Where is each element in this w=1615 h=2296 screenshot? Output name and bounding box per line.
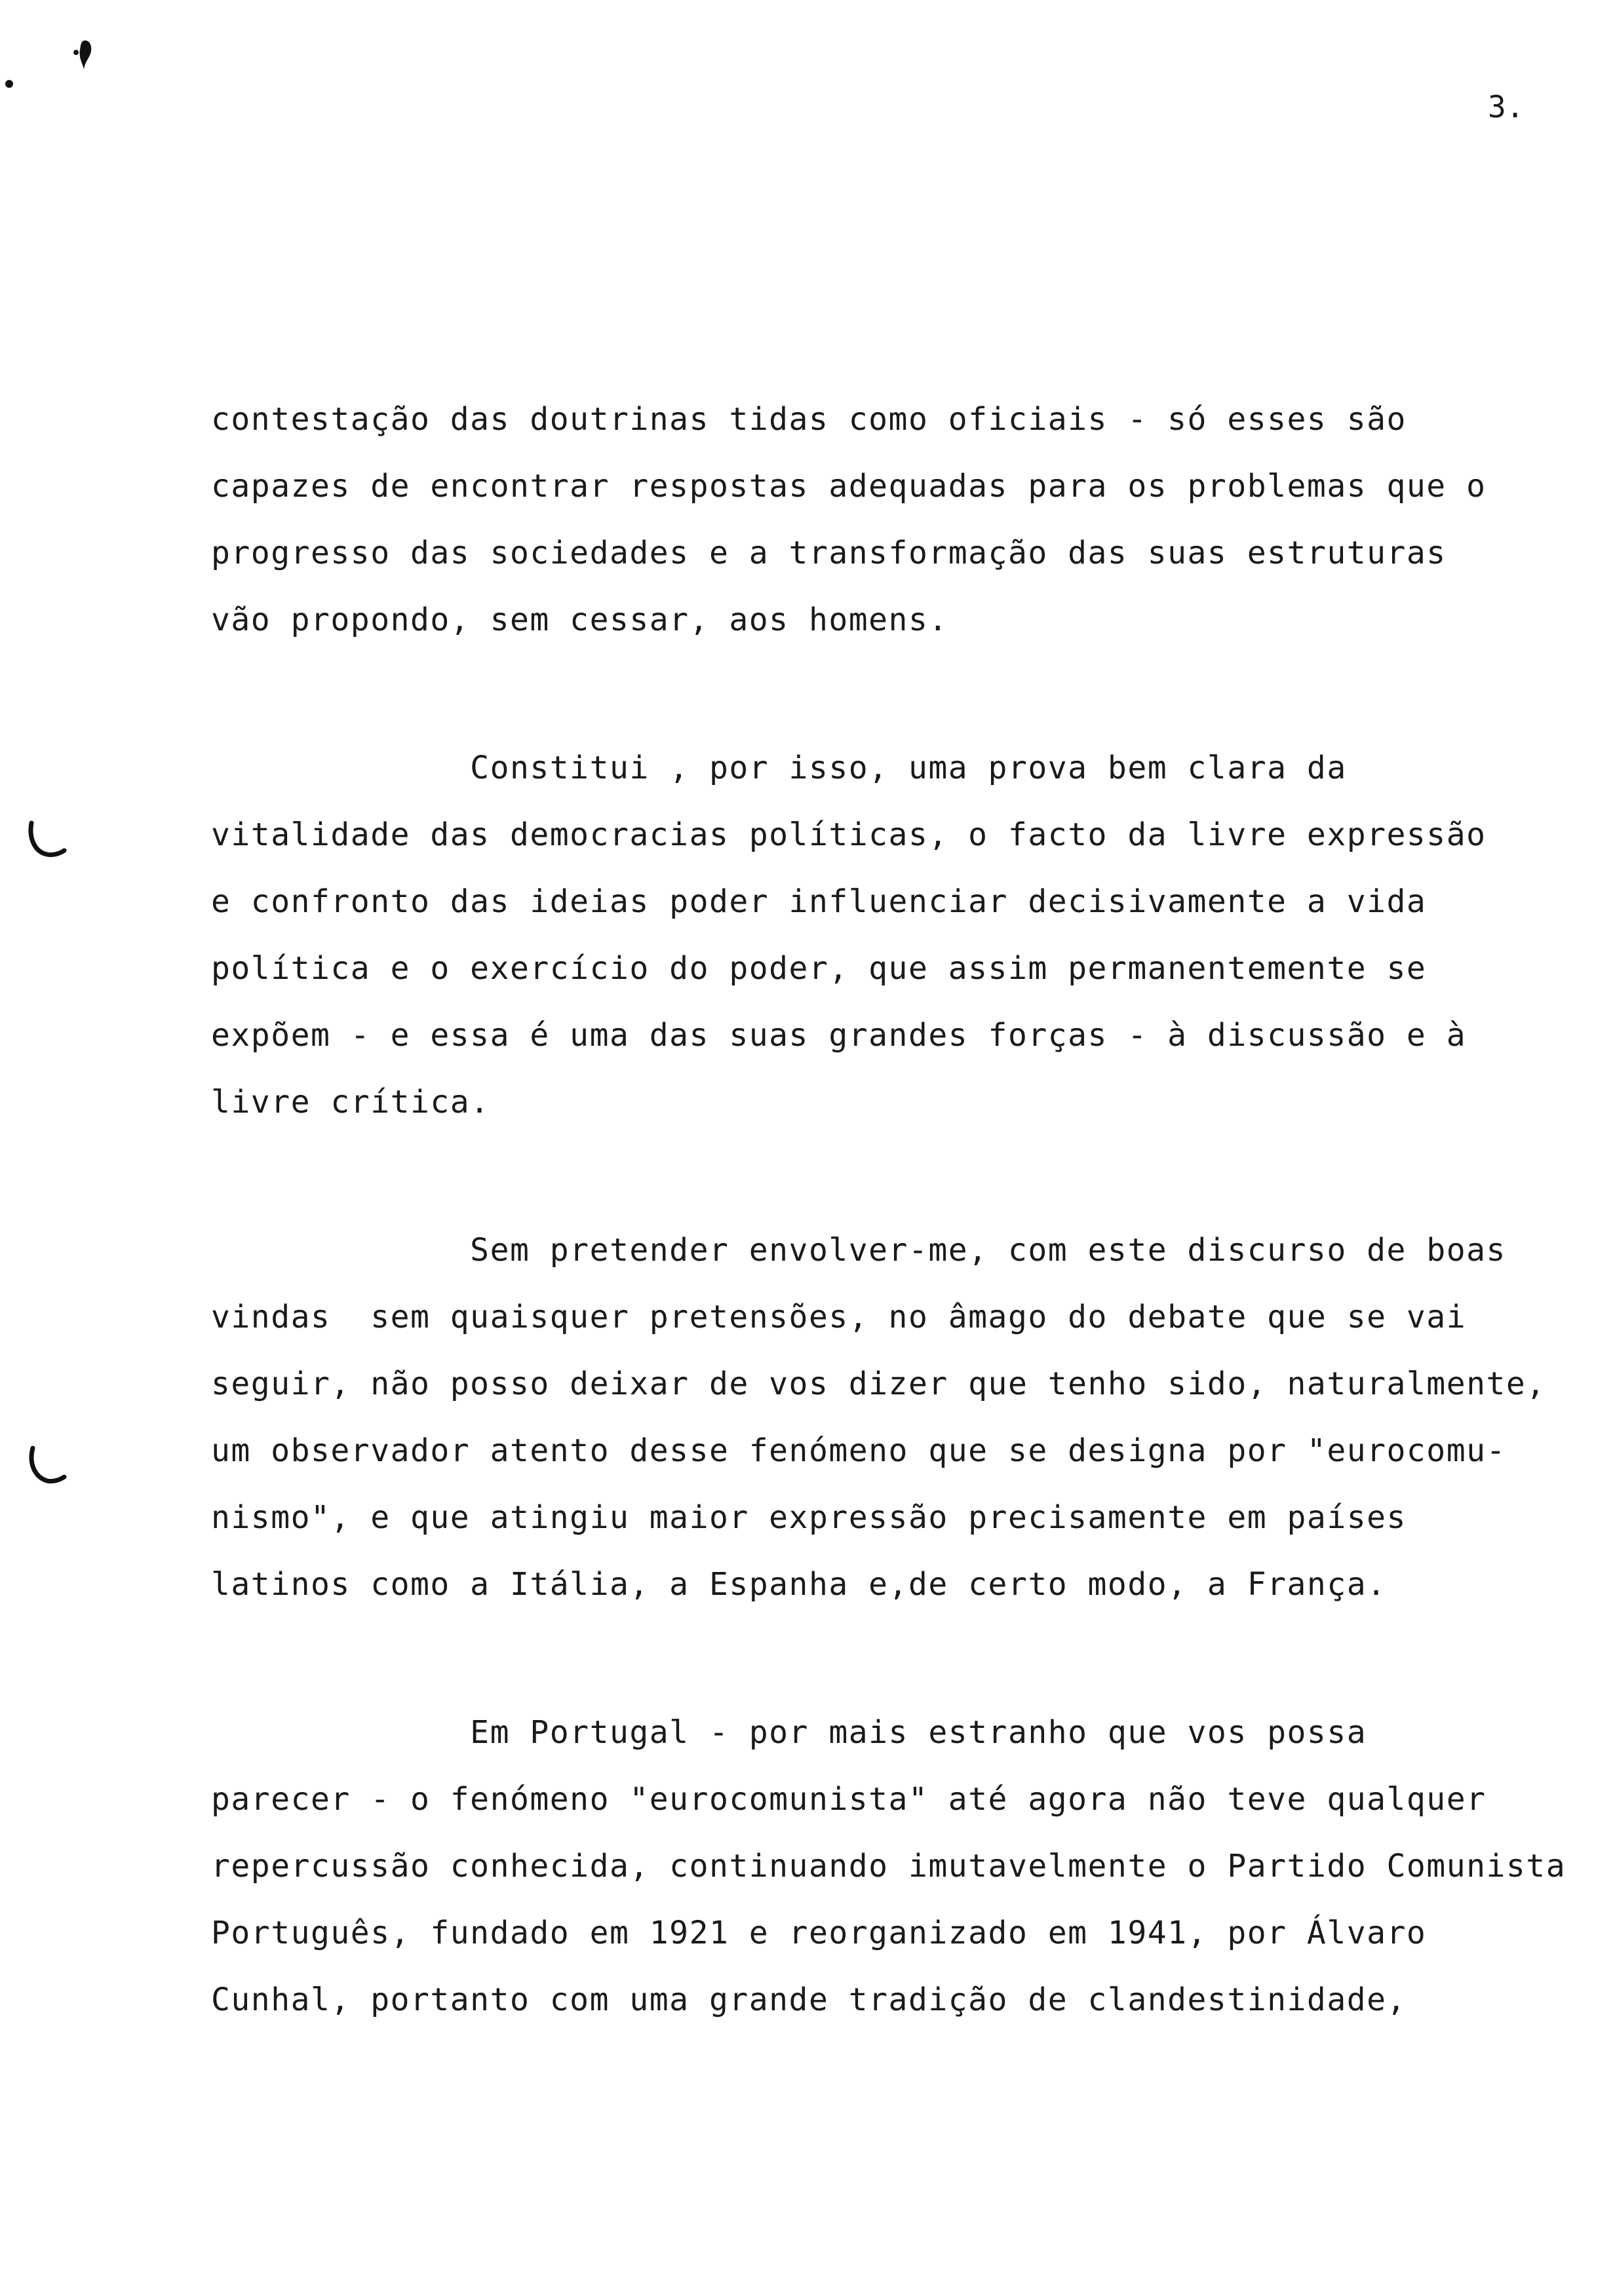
text-line: política e o exercício do poder, que assim permanentemente se: [211, 950, 1427, 987]
text-line: parecer - o fenómeno "eurocomunista" até agora não teve qualquer: [211, 1781, 1487, 1818]
text-line: vão propondo, sem cessar, aos homens.: [211, 602, 948, 638]
text-line: latinos como a Itália, a Espanha e,de certo modo, a França.: [211, 1566, 1387, 1603]
text-line: expõem - e essa é uma das suas grandes forças - à discussão e à: [211, 1017, 1467, 1054]
ink-blot-icon: [3, 77, 16, 90]
page-number: 3.: [1488, 89, 1525, 124]
text-line: nismo", e que atingiu maior expressão precisamente em países: [211, 1499, 1407, 1536]
text-line: repercussão conhecida, continuando imutavelmente o Partido Comunista: [211, 1848, 1566, 1885]
text-line: Cunhal, portanto com uma grande tradição de clandestinidade,: [211, 1981, 1407, 2018]
text-line: Sem pretender envolver-me, com este discurso de boas: [211, 1232, 1506, 1269]
binder-hole-icon: [24, 818, 69, 864]
text-line: um observador atento desse fenómeno que se designa por "eurocomu-: [211, 1432, 1506, 1469]
text-line: Em Portugal - por mais estranho que vos possa: [211, 1714, 1367, 1751]
text-line: Constitui , por isso, uma prova bem clara da: [211, 750, 1347, 786]
text-line: livre crítica.: [211, 1084, 490, 1120]
ink-blot-icon: [66, 33, 105, 92]
text-line: vitalidade das democracias políticas, o facto da livre expressão: [211, 816, 1487, 853]
text-line: e confronto das ideias poder influenciar decisivamente a vida: [211, 883, 1427, 920]
text-line: capazes de encontrar respostas adequadas para os problemas que o: [211, 468, 1487, 505]
binder-hole-icon: [24, 1444, 69, 1490]
text-line: progresso das sociedades e a transformação das suas estruturas: [211, 535, 1447, 571]
text-line: contestação das doutrinas tidas como oficiais - só esses são: [211, 401, 1407, 438]
text-line: seguir, não posso deixar de vos dizer que tenho sido, naturalmente,: [211, 1366, 1546, 1402]
text-line: Português, fundado em 1921 e reorganizado em 1941, por Álvaro: [211, 1915, 1427, 1951]
text-line: vindas sem quaisquer pretensões, no âmago do debate que se vai: [211, 1299, 1467, 1335]
